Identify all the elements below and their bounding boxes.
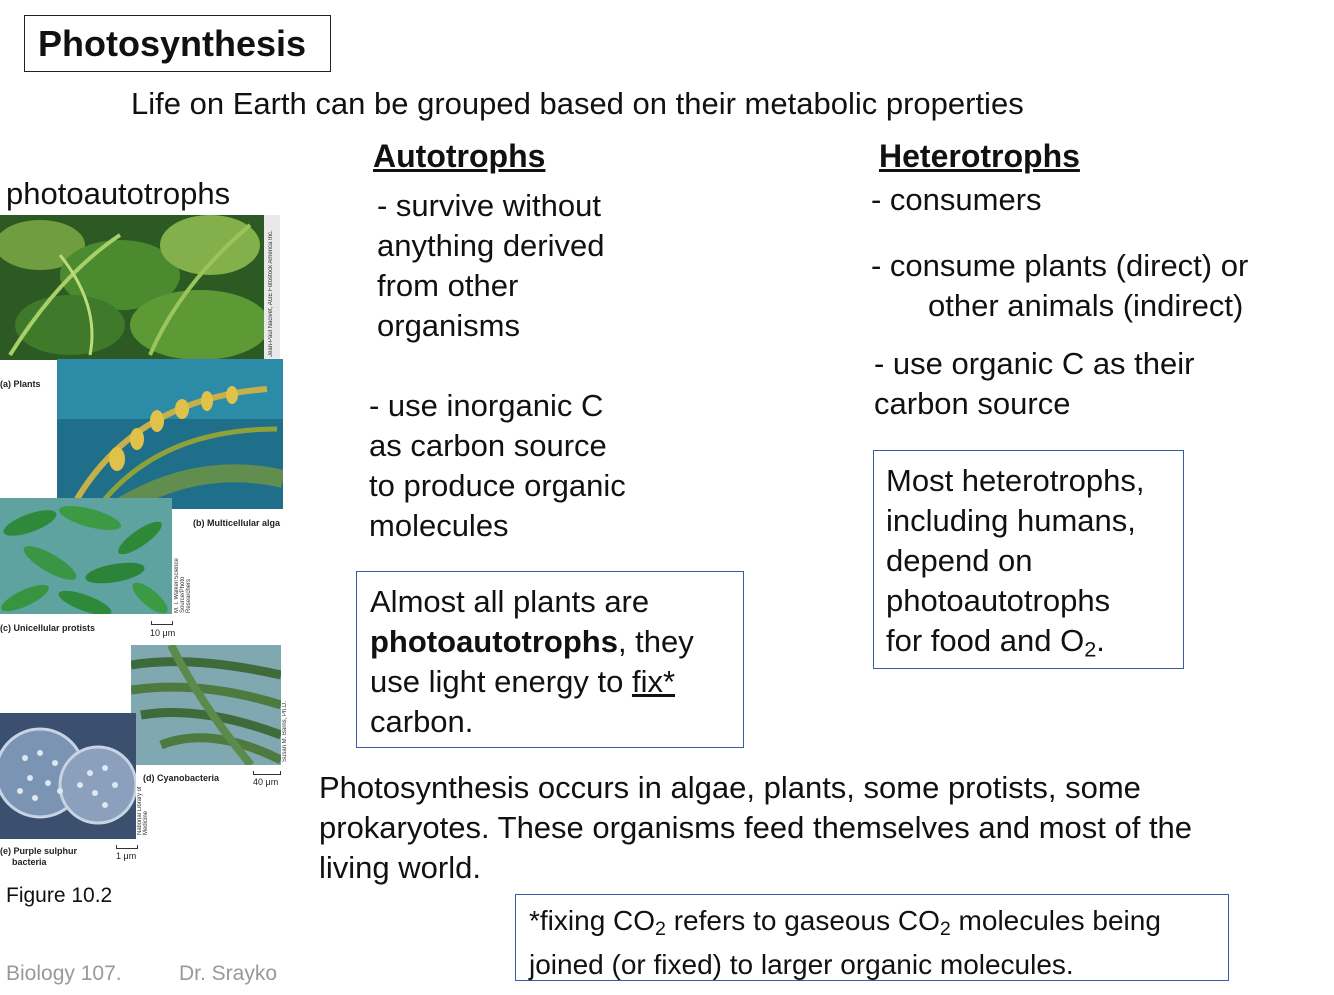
purple-bacteria-scale-bar: [116, 845, 138, 849]
protists-scale-bar: [151, 621, 173, 625]
cyanobacteria-photo: [131, 645, 281, 765]
protists-scale: 10 μm: [150, 628, 176, 638]
alga-photo: [57, 359, 283, 509]
fix-term: fix*: [631, 664, 676, 699]
plants-photo: [0, 215, 280, 360]
purple-bacteria-scale: 1 μm: [116, 851, 137, 861]
footer-course: Biology 107.: [6, 962, 122, 985]
heterotrophs-point-2: - consume plants (direct) or other animals (indirect): [871, 248, 1249, 323]
autotrophs-point-2: - use inorganic C as carbon source to produce organic molecules: [369, 388, 626, 543]
autotrophs-callout-box: Almost all plants are photoautotrophs, they use light energy to fix* carbon.: [356, 571, 744, 748]
autotrophs-point-1: - survive without anything derived from other organisms: [377, 188, 605, 343]
cyanobacteria-credit: Susan M. Barns, Ph.D.: [282, 700, 288, 762]
protists-photo: [0, 498, 172, 614]
plants-label: (a) Plants: [0, 379, 41, 389]
figure-caption: Figure 10.2: [6, 884, 113, 907]
cyanobacteria-scale: 40 μm: [253, 777, 279, 787]
autotrophs-heading: Autotrophs: [373, 138, 546, 174]
cyanobacteria-scale-bar: [253, 771, 281, 775]
purple-bacteria-photo: [0, 713, 136, 839]
heterotrophs-callout-box: Most heterotrophs, including humans, depend on photoautotrophs for food and $O_2$.: [873, 450, 1184, 669]
slide-title: Photosynthesis: [24, 15, 331, 72]
purple-bacteria-credit: National Library of Medicine: [137, 786, 149, 835]
figure-heading: photoautotrophs: [6, 176, 231, 211]
heterotrophs-point-1: - consumers: [871, 182, 1042, 217]
footnote-box: *fixing $CO_2$ refers to gaseous $CO_2$ molecules being joined (or fixed) to larger organic molecules.: [515, 894, 1229, 981]
heterotrophs-point-3: - use organic C as their carbon source: [874, 346, 1195, 421]
cyanobacteria-label: (d) Cyanobacteria: [143, 773, 220, 783]
plants-credit: Jean-Paul Nacivet, AGE Fotostock America Inc.: [268, 230, 274, 357]
heterotrophs-heading: Heterotrophs: [879, 138, 1080, 174]
slide-subtitle: Life on Earth can be grouped based on their metabolic properties: [131, 86, 1024, 121]
photoautotrophs-term: photoautotrophs: [370, 624, 618, 659]
alga-label: (b) Multicellular alga: [193, 518, 281, 528]
protists-credit: M. I. Walker/Science Source/Photo Researchers: [174, 558, 192, 613]
purple-bacteria-label: (e) Purple sulphur bacteria: [0, 846, 78, 867]
footer-author: Dr. Srayko: [179, 962, 278, 985]
protists-label: (c) Unicellular protists: [0, 623, 96, 633]
summary-paragraph: Photosynthesis occurs in algae, plants, some protists, some prokaryotes. These organisms feed themselves and most of the living world.: [319, 770, 1193, 885]
